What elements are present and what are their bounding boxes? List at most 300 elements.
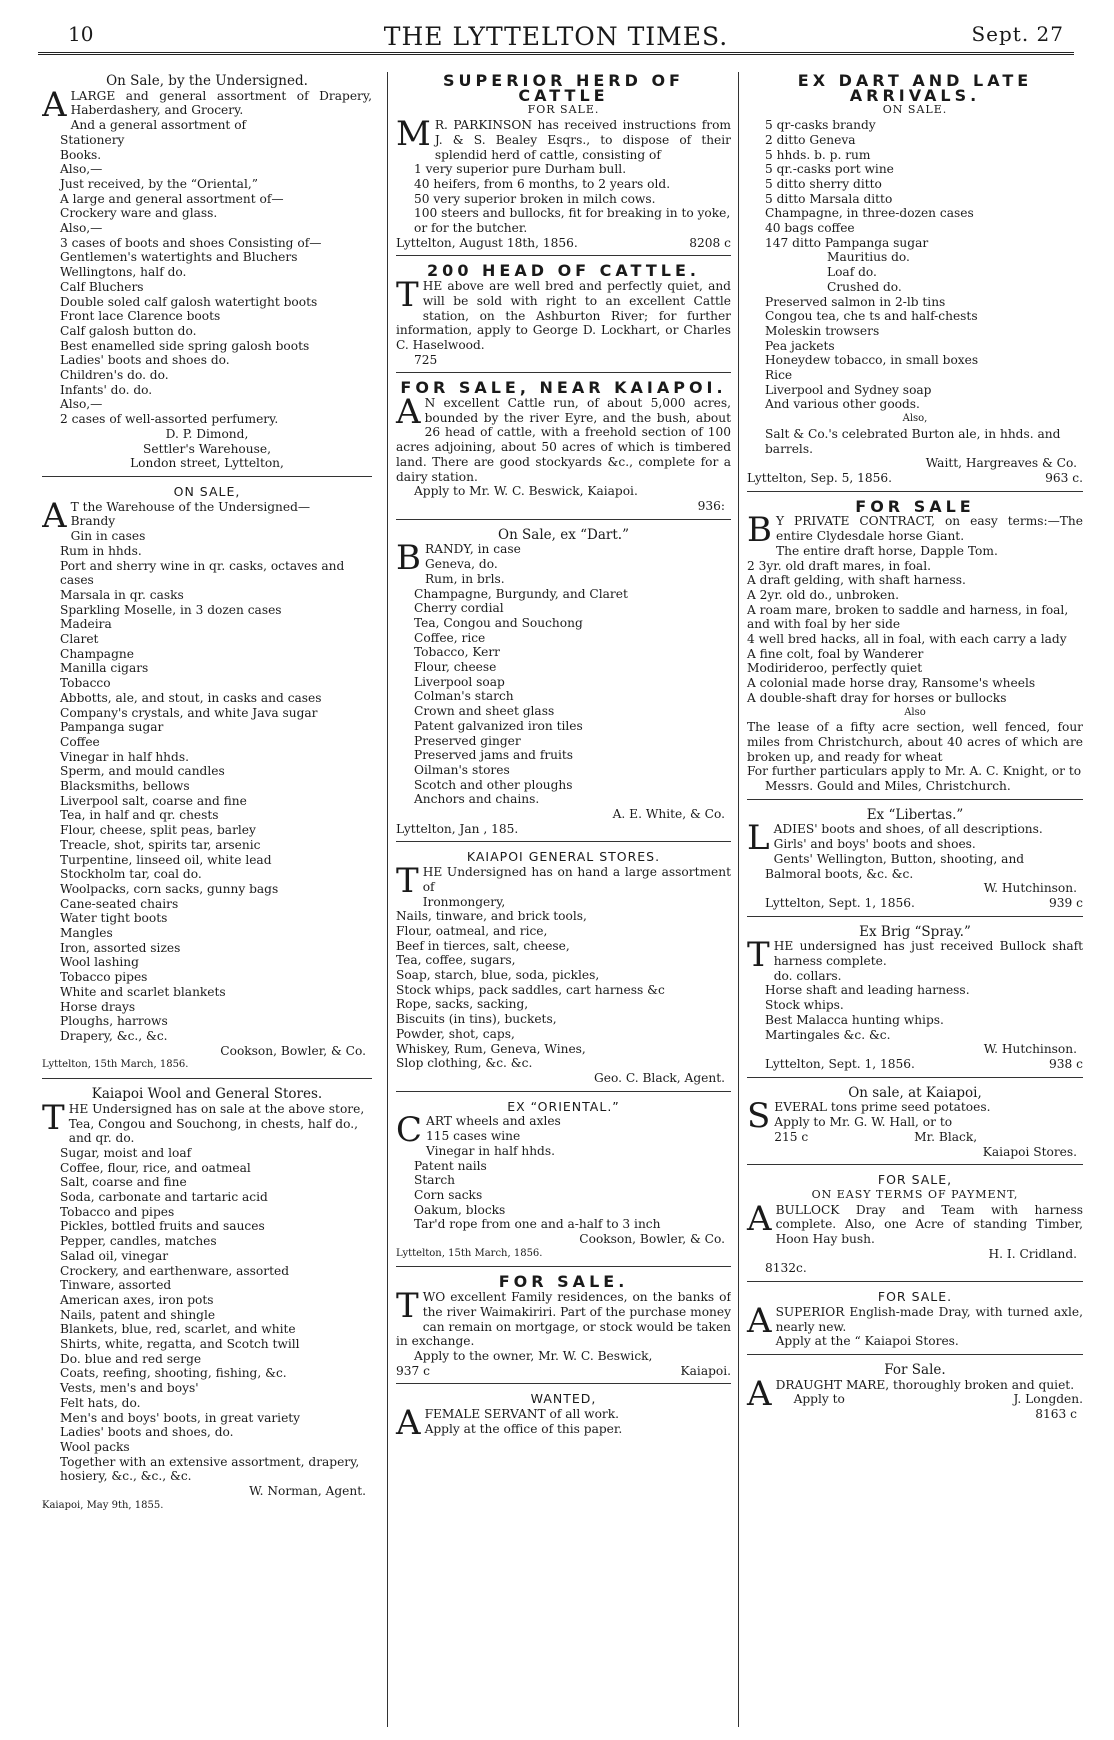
list-line: Front lace Clarence boots	[60, 309, 221, 324]
ad-seed-potatoes	[747, 1084, 1083, 1166]
ad-signature	[42, 427, 372, 471]
list-line: 3 cases of boots and shoes Consisting of—	[60, 235, 322, 250]
list-line: Preserved salmon in 2-lb tins	[765, 294, 946, 309]
drop-cap: T	[396, 861, 419, 902]
ad-body: SUPERIOR English-made Dray, with turned axle, nearly new.	[775, 1304, 1083, 1334]
list-line: Cherry cordial	[414, 601, 504, 616]
list-line: Salad oil, vinegar	[60, 1248, 169, 1263]
list-line: Crockery ware and glass.	[60, 206, 218, 221]
also-label: Also,	[902, 413, 928, 425]
list-line: Sperm, and mould candles	[60, 764, 225, 779]
list-line: Crushed do.	[827, 279, 902, 294]
list-line: A draft gelding, with shaft harness.	[747, 573, 966, 588]
page-number: 10	[68, 22, 94, 46]
list-line: Brandy	[70, 514, 116, 529]
list-line: Double soled calf galosh watertight boots	[60, 294, 318, 309]
list-line: Crown and sheet glass	[414, 704, 555, 719]
ad-number: 8132c.	[765, 1261, 807, 1276]
list-line: Tobacco	[60, 676, 111, 691]
list-line: Girls' and boys' boots and shoes.	[773, 837, 976, 852]
list-line: Woolpacks, corn sacks, gunny bags	[60, 881, 279, 896]
ad-lines	[42, 1117, 372, 1485]
list-line: Best enamelled side spring galosh boots	[60, 338, 310, 353]
list-line: Biscuits (in tins), buckets,	[396, 1012, 557, 1027]
list-line: 40 bags coffee	[765, 221, 855, 236]
list-line: A roam mare, broken to saddle and harness, in foal, and with foal by her side	[747, 602, 1069, 632]
list-line: Vinegar in half hhds.	[426, 1143, 555, 1158]
ad-number: 8163 c	[1035, 1407, 1077, 1422]
list-line: Mauritius do.	[827, 250, 910, 265]
list-line: The entire draft horse, Dapple Tom.	[776, 543, 998, 558]
ad-heading: SUPERIOR HERD OF CATTLE	[443, 72, 684, 105]
ad-ex-libertas	[747, 806, 1083, 917]
list-line: Loaf do.	[827, 265, 877, 280]
list-line: 5 ditto sherry ditto	[765, 176, 882, 191]
list-line: London street, Lyttelton,	[130, 456, 284, 471]
list-line: White and scarlet blankets	[60, 984, 226, 999]
item-list	[747, 118, 1083, 250]
list-line: Calf galosh button do.	[60, 323, 197, 338]
drop-cap: T	[747, 935, 770, 976]
list-line: Port and sherry wine in qr. casks, octaves and cases	[60, 558, 345, 588]
list-line: Soda, carbonate and tartaric acid	[60, 1190, 268, 1205]
list-line: 40 heifers, from 6 months, to 2 years old.	[414, 176, 671, 191]
list-line: Tea, Congou and Souchong, in chests, half do., and qr. do.	[68, 1116, 358, 1146]
list-line: Rum in hhds.	[60, 543, 142, 558]
ad-subheading: FOR SALE.	[527, 103, 600, 117]
list-line: 2 ditto Geneva	[765, 132, 856, 147]
list-line: Cane-seated chairs	[60, 896, 179, 911]
drop-cap: T	[396, 275, 419, 316]
ad-signature: W. Norman, Agent.	[249, 1484, 366, 1499]
ad-ex-brig-spray	[747, 923, 1083, 1078]
list-line: Liverpool salt, coarse and fine	[60, 793, 247, 808]
list-line: Tobacco, Kerr	[414, 645, 500, 660]
list-line: Together with an extensive assortment, drapery, hosiery, &c., &c., &c.	[60, 1454, 360, 1484]
list-line: Blankets, blue, red, scarlet, and white	[60, 1322, 296, 1337]
list-line: Congou tea, che ts and half-chests	[765, 309, 978, 324]
list-line: Crockery, and earthenware, assorted	[60, 1263, 289, 1278]
list-line: Felt hats, do.	[60, 1395, 141, 1410]
list-line: Settler's Warehouse,	[143, 441, 271, 456]
list-line: Claret	[60, 632, 99, 647]
drop-cap: A	[747, 1300, 772, 1341]
list-line: Honeydew tobacco, in small boxes	[765, 353, 979, 368]
masthead	[38, 22, 1074, 55]
ad-body: T the Warehouse of the Undersigned—	[70, 499, 311, 514]
ad-signature: W. Hutchinson.	[983, 881, 1077, 896]
ad-bullock-dray	[747, 1171, 1083, 1282]
drop-cap: A	[42, 495, 67, 536]
list-line: Tobacco and pipes	[60, 1204, 175, 1219]
list-line: Books.	[60, 147, 102, 162]
ad-body: EVERAL tons prime seed potatoes.	[774, 1100, 991, 1115]
list-line: And various other goods.	[765, 397, 920, 412]
list-line: Children's do. do.	[60, 368, 169, 383]
list-line: Flour, oatmeal, and rice,	[396, 923, 548, 938]
lease-text: The lease of a fifty acre section, well fenced, four miles from Christchurch, about 40 acres of which are broken up, and ready for wheat	[747, 720, 1083, 764]
list-line: 115 cases wine	[426, 1129, 521, 1144]
list-line: Marsala in qr. casks	[60, 587, 184, 602]
list-line: Vests, men's and boys'	[60, 1381, 199, 1396]
list-line: Stationery	[60, 132, 125, 147]
ad-heading: FOR SALE.	[498, 1272, 629, 1292]
ad-body: ART wheels and axles	[426, 1114, 561, 1129]
list-line: Coffee, rice	[414, 630, 486, 645]
ad-heading: WANTED,	[530, 1391, 597, 1407]
list-line: Do. blue and red serge	[60, 1351, 202, 1366]
ad-heading: Kaiapoi Wool and General Stores.	[91, 1086, 323, 1103]
list-line: Tinware, assorted	[60, 1278, 172, 1293]
list-line: Pea jackets	[765, 338, 835, 353]
ad-number: 939 c	[1049, 895, 1083, 910]
ad-heading: 200 HEAD OF CATTLE.	[427, 261, 700, 281]
list-line: Turpentine, linseed oil, white lead	[60, 852, 272, 867]
list-line: Nails, tinware, and brick tools,	[396, 909, 587, 924]
ad-ex-oriental	[396, 1098, 731, 1268]
ad-signature: Geo. C. Black, Agent.	[594, 1071, 725, 1085]
column-1	[42, 72, 372, 1727]
list-line: 4 well bred hacks, all in foal, with each carry a lady	[747, 632, 1067, 647]
list-line: Patent galvanized iron tiles	[414, 718, 583, 733]
ad-heading: FOR SALE	[855, 496, 975, 516]
ad-body: HE Undersigned has on sale at the above store,	[68, 1101, 365, 1116]
list-line: Gents' Wellington, Button, shooting, and Balmoral boots, &c. &c.	[765, 851, 1025, 881]
ad-place: Kaiapoi Stores.	[982, 1144, 1077, 1159]
ad-apply: Apply to the owner, Mr. W. C. Beswick,	[414, 1348, 653, 1363]
ad-date: Lyttelton, Jan , 185.	[396, 821, 519, 836]
further-particulars: For further particulars apply to Mr. A. C. Knight, or to	[747, 764, 1082, 779]
list-line: Liverpool and Sydney soap	[765, 382, 932, 397]
ad-subheading: ON EASY TERMS OF PAYMENT,	[811, 1187, 1019, 1201]
drop-cap: B	[747, 510, 772, 551]
list-line: 2 cases of well-assorted perfumery.	[60, 412, 279, 427]
ad-apply: Apply to Mr. G. W. Hall, or to	[774, 1115, 953, 1130]
ad-lines	[747, 837, 1083, 881]
list-line: Wool lashing	[60, 955, 139, 970]
ad-number: 963 c.	[1045, 470, 1083, 485]
list-line: Horse drays	[60, 999, 136, 1014]
list-line: American axes, iron pots	[60, 1292, 214, 1307]
ad-body: HE undersigned has just received Bullock shaft harness complete.	[773, 939, 1083, 969]
ad-english-dray	[747, 1288, 1083, 1355]
list-line: Tea, coffee, sugars,	[396, 953, 516, 968]
list-line: Also,—	[60, 162, 103, 177]
ad-apply: Apply at the office of this paper.	[424, 1421, 623, 1436]
list-line: Manilla cigars	[60, 661, 149, 676]
list-line: Champagne, Burgundy, and Claret	[414, 586, 628, 601]
ad-near-kaiapoi	[396, 379, 731, 519]
list-line: Also,—	[60, 221, 103, 236]
list-line: Coffee	[60, 734, 100, 749]
list-line: Iron, assorted sizes	[60, 940, 181, 955]
list-line: Tea, in half and qr. chests	[60, 808, 219, 823]
drop-cap: A	[42, 84, 67, 125]
list-line: 2 3yr. old draft mares, in foal.	[747, 558, 931, 573]
list-line: Ploughs, harrows	[60, 1014, 168, 1029]
ad-heading: FOR SALE.	[877, 1289, 953, 1305]
list-line: A large and general assortment of—	[60, 191, 284, 206]
list-line: 100 steers and bullocks, fit for breaking in to yoke, or for the butcher.	[414, 206, 731, 236]
list-line: Ladies' boots and shoes, do.	[60, 1425, 234, 1440]
list-line: Pepper, candles, matches	[60, 1234, 217, 1249]
ad-heading: For Sale.	[884, 1361, 946, 1378]
newspaper-title: THE LYTTELTON TIMES.	[383, 22, 729, 51]
list-line: Champagne	[60, 646, 134, 661]
burton-ale: Salt & Co.'s celebrated Burton ale, in hhds. and barrels.	[765, 426, 1061, 456]
list-line: Vinegar in half hhds.	[60, 749, 189, 764]
drop-cap: A	[396, 392, 421, 433]
ad-date: Lyttelton, August 18th, 1856.	[396, 235, 578, 250]
ad-body: FEMALE SERVANT of all work.	[424, 1407, 620, 1422]
list-line: Geneva, do.	[425, 557, 498, 572]
list-line: A double-shaft dray for horses or bullocks	[747, 690, 1007, 705]
list-line: Whiskey, Rum, Geneva, Wines,	[396, 1041, 586, 1056]
ad-body: ADIES' boots and shoes, of all descriptions.	[773, 822, 1043, 837]
list-line: Gin in cases	[70, 529, 146, 544]
ad-lines	[747, 544, 1083, 706]
list-line: Pickles, bottled fruits and sauces	[60, 1219, 265, 1234]
ad-date: Lyttelton, Sept. 1, 1856.	[765, 895, 915, 910]
list-line: Men's and boys' boots, in great variety	[60, 1410, 301, 1425]
list-line: Calf Bluchers	[60, 279, 144, 294]
list-line: Moleskin trowsers	[765, 323, 880, 338]
ad-wanted-servant	[396, 1390, 731, 1444]
ad-signature: Cookson, Bowler, & Co.	[579, 1232, 725, 1247]
list-line: Ironmongery,	[422, 894, 506, 909]
ad-body: Y PRIVATE CONTRACT, on easy terms:—The entire Clydesdale horse Giant.	[776, 514, 1083, 544]
list-line: And a general assortment of	[70, 118, 247, 133]
list-line: Starch	[414, 1173, 456, 1188]
list-line: Horse shaft and leading harness.	[765, 983, 970, 998]
ad-heading: FOR SALE,	[877, 1172, 953, 1188]
list-line: A fine colt, foal by Wanderer	[747, 646, 924, 661]
list-line: A colonial made horse dray, Ransome's wheels	[747, 676, 1036, 691]
ad-date: Kaiapoi, May 9th, 1855.	[42, 1499, 164, 1511]
ad-number: 8208 c	[689, 235, 731, 250]
ad-date: Lyttelton, 15th March, 1856.	[396, 1247, 543, 1259]
ad-date: Lyttelton, Sept. 1, 1856.	[765, 1057, 915, 1071]
ad-date: Lyttelton, Sep. 5, 1856.	[747, 470, 893, 485]
list-line: Coats, reefing, shooting, fishing, &c.	[60, 1366, 287, 1381]
ad-heading: FOR SALE, NEAR KAIAPOI.	[400, 378, 727, 398]
list-line: Best Malacca hunting whips.	[765, 1012, 944, 1027]
list-line: Wellingtons, half do.	[60, 265, 187, 280]
ad-number: 936:	[697, 498, 725, 513]
ad-place: Kaiapoi.	[680, 1363, 731, 1378]
list-line: Rope, sacks, sacking,	[396, 997, 529, 1012]
list-line: Preserved jams and fruits	[414, 748, 574, 763]
list-line: Pampanga sugar	[60, 720, 164, 735]
list-line: Water tight boots	[60, 911, 168, 926]
ad-heading: ON SALE,	[173, 483, 241, 499]
ad-dimond	[42, 72, 372, 477]
ad-ex-dart-late-arrivals	[747, 72, 1083, 492]
list-line: Company's crystals, and white Java sugar	[60, 705, 318, 720]
ad-superior-herd	[396, 72, 731, 256]
list-line: Ladies' boots and shoes do.	[60, 353, 230, 368]
list-line: Treacle, shot, spirits tar, arsenic	[60, 837, 261, 852]
also-label: Also	[904, 706, 926, 718]
item-list	[396, 557, 731, 807]
list-line: Rice	[765, 368, 793, 383]
list-line: Salt, coarse and fine	[60, 1175, 187, 1190]
list-line: Liverpool soap	[414, 674, 505, 689]
ad-on-sale-warehouse	[42, 483, 372, 1079]
list-line: do. collars.	[773, 968, 842, 983]
list-line: Oilman's stores	[414, 762, 510, 777]
sugar-list	[747, 250, 1083, 294]
ad-signature: H. I. Cridland.	[988, 1246, 1077, 1261]
drop-cap: A	[396, 1403, 421, 1444]
drop-cap: C	[396, 1110, 423, 1151]
list-line: Sparkling Moselle, in 3 dozen cases	[60, 602, 282, 617]
list-line: Stock whips, pack saddles, cart harness &c	[396, 982, 665, 997]
issue-date: Sept. 27	[971, 22, 1064, 46]
list-line: Infants' do. do.	[60, 382, 153, 397]
list-line: Nails, patent and shingle	[60, 1307, 216, 1322]
ad-signature: Waitt, Hargreaves & Co.	[925, 456, 1077, 471]
list-line: Drapery, &c., &c.	[60, 1029, 168, 1043]
list-line: Corn sacks	[414, 1187, 483, 1202]
ad-lines	[42, 118, 372, 427]
drop-cap: M	[396, 114, 431, 155]
ad-body: HE above are well bred and perfectly quiet, and will be sold with right to an excellent Cattle station, on the Ashburton River; for further information, apply to George D. Lockhart, or Charles C. Haselwood.	[396, 279, 731, 352]
list-line: Soap, starch, blue, soda, pickles,	[396, 968, 600, 983]
list-line: Gentlemen's watertights and Bluchers	[60, 250, 298, 265]
ad-signature: W. Hutchinson.	[983, 1042, 1077, 1057]
list-line: Beef in tierces, salt, cheese,	[396, 938, 570, 953]
column-3	[738, 72, 1083, 1727]
list-line: 5 ditto Marsala ditto	[765, 191, 893, 206]
ad-signature: A. E. White, & Co.	[612, 807, 725, 822]
ad-heading: On sale, at Kaiapoi,	[848, 1084, 982, 1101]
item-list-2	[747, 295, 1083, 413]
list-line: Shirts, white, regatta, and Scotch twill	[60, 1337, 300, 1352]
ad-family-residences	[396, 1273, 731, 1384]
ad-body: DRAUGHT MARE, thoroughly broken and quiet.	[775, 1377, 1075, 1392]
list-line: Slop clothing, &c. &c.	[396, 1056, 533, 1071]
ad-signature: Messrs. Gould and Miles, Christchurch.	[765, 779, 1011, 794]
ad-signature: J. Longden.	[1013, 1392, 1083, 1407]
list-line: Blacksmiths, bellows	[60, 779, 190, 794]
list-line: Madeira	[60, 617, 112, 632]
ad-heading: EX “ORIENTAL.”	[507, 1098, 620, 1114]
list-line: Tobacco pipes	[60, 970, 148, 985]
ad-heading: KAIAPOI GENERAL STORES.	[466, 849, 661, 865]
list-line: Preserved ginger	[414, 733, 521, 748]
ad-draught-mare	[747, 1361, 1083, 1427]
list-line: 1 very superior pure Durham bull.	[414, 162, 627, 177]
ad-lines	[747, 969, 1083, 1043]
ad-body: WO excellent Family residences, on the banks of the river Waimakiriri. Part of the purchase money can remain on mortgage, or stock would be taken in exchange.	[396, 1290, 731, 1349]
ad-heading: Ex “Libertas.”	[866, 806, 964, 823]
drop-cap: L	[747, 818, 770, 859]
list-line: Champagne, in three-dozen cases	[765, 206, 974, 221]
ad-kaiapoi-general-stores	[396, 848, 731, 1091]
ad-number: 937 c	[396, 1363, 430, 1378]
ad-heading: Ex Brig “Spray.”	[859, 923, 971, 940]
list-line: D. P. Dimond,	[165, 426, 249, 441]
list-line: Just received, by the “Oriental,”	[60, 176, 258, 191]
list-line: Anchors and chains.	[414, 792, 540, 807]
list-line: Modirideroo, perfectly quiet	[747, 661, 923, 676]
column-2	[387, 72, 731, 1727]
ad-body: BULLOCK Dray and Team with harness complete. Also, one Acre of standing Timber, Hoon Hay bush.	[775, 1202, 1083, 1247]
list-line: Patent nails	[414, 1158, 487, 1173]
list-line: Tea, Congou and Souchong	[414, 615, 583, 630]
list-line: 5 qr-casks brandy	[765, 118, 876, 133]
ad-kaiapoi-wool-stores	[42, 1085, 372, 1518]
list-line: Mangles	[60, 926, 113, 941]
list-line: Sugar, moist and loaf	[60, 1145, 192, 1160]
drop-cap: T	[42, 1097, 65, 1138]
list-line: Powder, shot, caps,	[396, 1026, 515, 1041]
list-line: Colman's starch	[414, 689, 514, 704]
ad-body: LARGE and general assortment of Drapery, Haberdashery, and Grocery.	[70, 88, 372, 118]
ad-apply: Apply at the “ Kaiapoi Stores.	[775, 1334, 959, 1349]
list-line: Also,—	[60, 397, 103, 412]
list-line: A 2yr. old do., unbroken.	[747, 587, 899, 602]
ad-ex-dart	[396, 526, 731, 843]
list-line: 5 qr.-casks port wine	[765, 162, 894, 177]
drop-cap: B	[396, 538, 421, 579]
ad-lines	[396, 162, 731, 236]
ad-number: 938 c	[1049, 1057, 1083, 1071]
ad-apply: Apply to	[793, 1392, 845, 1407]
list-line: Martingales &c. &c.	[765, 1027, 891, 1042]
drop-cap: A	[747, 1198, 772, 1239]
list-line: Tar'd rope from one and a-half to 3 inch	[414, 1217, 661, 1232]
list-line: Stockholm tar, coal do.	[60, 867, 202, 882]
drop-cap: S	[747, 1096, 771, 1137]
ad-date: Lyttelton, 15th March, 1856.	[42, 1059, 189, 1071]
ad-heading: On Sale, ex “Dart.”	[498, 526, 629, 543]
ad-contact: Mr. Black,	[914, 1129, 978, 1144]
ad-number: 215 c	[774, 1129, 809, 1144]
ad-body: R. PARKINSON has received instructions from J. & S. Bealey Esqrs., to dispose of their splendid herd of cattle, consisting of	[434, 118, 731, 162]
ad-lines	[396, 895, 731, 1071]
item-list	[396, 1129, 731, 1232]
list-line: Wool packs	[60, 1439, 130, 1454]
list-line: Coffee, flour, rice, and oatmeal	[60, 1160, 251, 1175]
ad-number: 725	[414, 352, 438, 367]
drop-cap: A	[747, 1373, 772, 1414]
ad-body: HE Undersigned has on hand a large assortment of	[422, 865, 731, 894]
list-line: Oakum, blocks	[414, 1202, 506, 1217]
ad-subheading: ON SALE.	[882, 103, 948, 117]
list-line: 147 ditto Pampanga sugar	[765, 235, 929, 250]
list-line: Abbotts, ale, and stout, in casks and cases	[60, 690, 322, 705]
list-line: Rum, in brls.	[425, 571, 505, 586]
list-line: 5 hhds. b. p. rum	[765, 147, 871, 162]
ad-heading: On Sale, by the Undersigned.	[106, 73, 308, 89]
ad-200-cattle	[396, 262, 731, 373]
ad-heading: EX DART AND LATE ARRIVALS.	[797, 72, 1033, 105]
item-list	[42, 514, 372, 1043]
ad-private-contract	[747, 498, 1083, 800]
list-line: Flour, cheese	[414, 660, 497, 675]
ad-signature: Cookson, Bowler, & Co.	[220, 1043, 366, 1058]
list-line: Scotch and other ploughs	[414, 777, 573, 792]
ad-body: N excellent Cattle run, of about 5,000 acres, bounded by the river Eyre, and the bush, about 26 head of cattle, with a freehold section of 100 acres adjoining, about 50 acres of which is timbered land. There are good stockyards &c., complete for a dairy station.	[396, 396, 731, 484]
ad-apply: Apply to Mr. W. C. Beswick, Kaiapoi.	[414, 484, 638, 499]
list-line: 50 very superior broken in milch cows.	[414, 191, 656, 206]
drop-cap: T	[396, 1286, 419, 1327]
list-line: Stock whips.	[765, 998, 844, 1013]
ad-body: RANDY, in case	[425, 542, 521, 557]
list-line: Flour, cheese, split peas, barley	[60, 823, 256, 838]
